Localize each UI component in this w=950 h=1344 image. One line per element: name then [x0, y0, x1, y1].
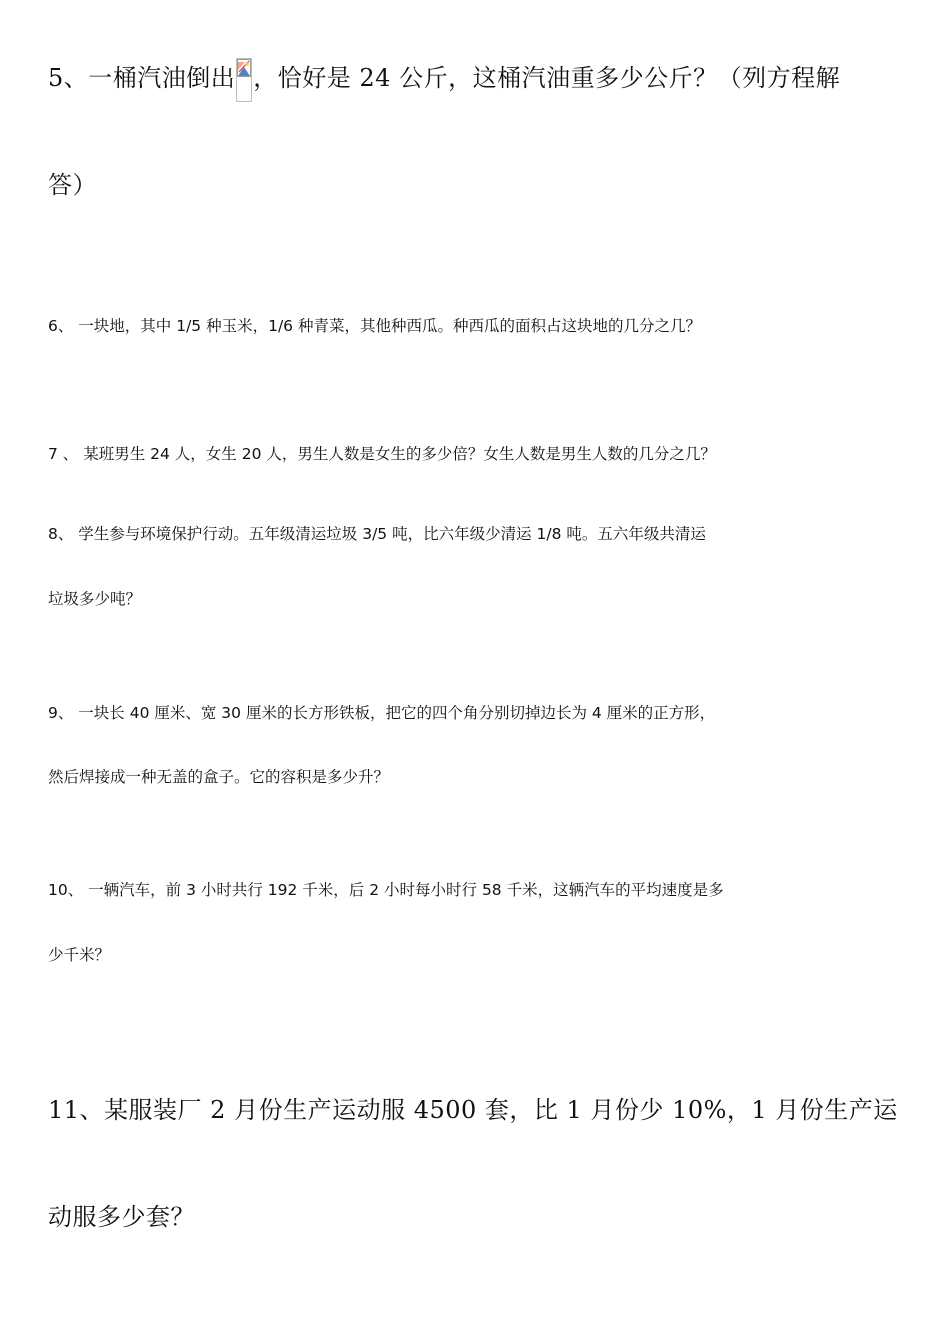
question-10-line-2: 少千米？ [48, 946, 111, 964]
question-8-line-2: 垃圾多少吨？ [48, 590, 142, 608]
question-9-line-2: 然后焊接成一种无盖的盒子。它的容积是多少升？ [48, 768, 390, 786]
question-11-line-1: 11、某服装厂 2 月份生产运动服 4500 套，比 1 月份少 10%，1 月份生产运 [48, 1096, 898, 1124]
question-9-line-1: 9、 一块长 40 厘米、宽 30 厘米的长方形铁板，把它的四个角分别切掉边长为 4 厘米的正方形， [48, 704, 716, 722]
question-5-line-1 [48, 58, 840, 102]
question-7-line-1: 7 、 某班男生 24 人，女生 20 人，男生人数是女生的多少倍？女生人数是男生人数的几分之几？ [48, 445, 716, 463]
question-6-line-1: 6、 一块地，其中 1/5 种玉米，1/6 种青菜，其他种西瓜。种西瓜的面积占这块地的几分之几？ [48, 317, 701, 335]
broken-image-icon [236, 58, 252, 102]
question-5-text-after-image: ，恰好是 24 公斤，这桶汽油重多少公斤？（列方程解 [253, 64, 841, 92]
question-8-line-1: 8、 学生参与环境保护行动。五年级清运垃圾 3/5 吨，比六年级少清运 1/8 吨。五六年级共清运 [48, 525, 706, 543]
question-11-line-2: 动服多少套？ [48, 1203, 195, 1231]
question-10-line-1: 10、 一辆汽车，前 3 小时共行 192 千米，后 2 小时每小时行 58 千米，这辆汽车的平均速度是多 [48, 881, 724, 899]
question-5-text-before-image: 5、一桶汽油倒出 [48, 64, 236, 92]
question-5-line-2: 答） [48, 171, 97, 199]
